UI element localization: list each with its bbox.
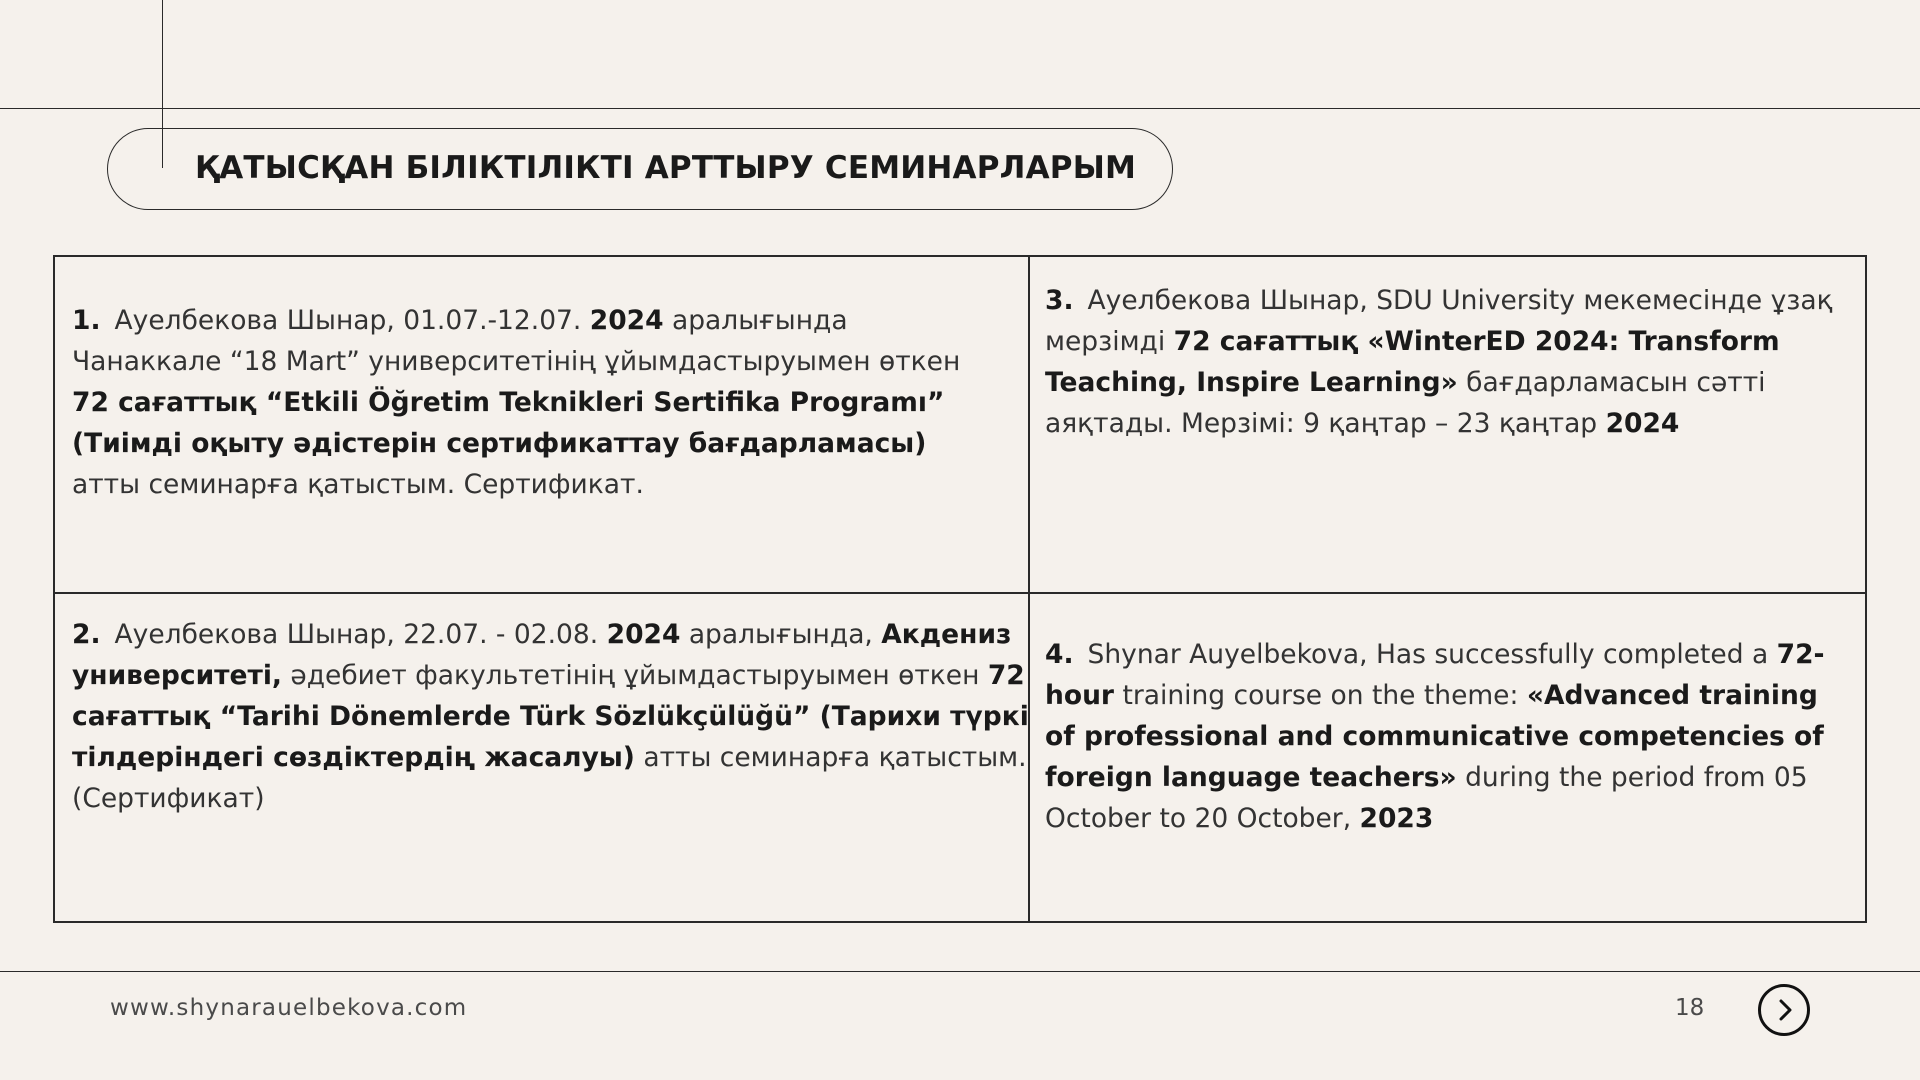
entry-bold-text: 2024 xyxy=(1605,408,1680,439)
entry-bold-text: «Advanced training of professional and communicative competencies of foreign language teachers» xyxy=(1045,680,1824,793)
seminar-entry-4 xyxy=(1045,634,1855,839)
entry-bold-text: 72- hour xyxy=(1045,639,1825,711)
entry-text: during the period from 05 October to 20 October, xyxy=(1045,762,1808,834)
entry-text: бағдарламасын сәтті аяқтады. Мерзімі: 9 қаңтар – 23 қаңтар xyxy=(1045,367,1766,439)
top-divider xyxy=(0,108,1920,109)
entry-number: 4. xyxy=(1045,639,1074,670)
table-vertical-divider xyxy=(1028,257,1030,921)
next-page-button[interactable] xyxy=(1758,984,1810,1036)
entry-bold-text: 2024 xyxy=(589,305,664,336)
entry-text: training course on the theme: xyxy=(1114,680,1527,711)
entry-text: әдебиет факультетінің ұйымдастыруымен өткен xyxy=(281,660,988,691)
entry-text: Ауелбекова Шынар, 22.07. - 02.08. xyxy=(114,619,607,650)
entry-bold-text: 2023 xyxy=(1359,803,1434,834)
entry-number: 3. xyxy=(1045,285,1074,316)
entry-text: Ауелбекова Шынар, SDU University мекемесінде ұзақ мерзімді xyxy=(1045,285,1833,357)
table-horizontal-divider xyxy=(55,592,1865,594)
seminar-entry-3 xyxy=(1045,280,1855,444)
page-number: 18 xyxy=(1675,995,1705,1021)
seminar-entry-2 xyxy=(72,614,1032,819)
page-title: ҚАТЫСҚАН БІЛІКТІЛІКТІ АРТТЫРУ СЕМИНАРЛАРЫМ xyxy=(195,150,1137,186)
entry-text: аралығында Чанаккале “18 Mart” университетінің ұйымдастыруымен өткен xyxy=(72,305,961,377)
bottom-divider xyxy=(0,971,1920,972)
seminar-entry-1 xyxy=(72,300,1002,505)
entry-bold-text: 72 сағаттық «WinterED 2024: Transform Teaching, Inspire Learning» xyxy=(1045,326,1780,398)
entry-bold-text: 72 сағаттық “Etkili Öğretim Teknikleri Sertifika Programı” (Тиімді оқыту әдістерін сертификаттау бағдарламасы) xyxy=(72,387,945,459)
entry-text: атты семинарға қатыстым. (Сертификат) xyxy=(72,742,1027,814)
entry-text: аралығында, xyxy=(680,619,882,650)
entry-number: 2. xyxy=(72,619,101,650)
entry-text: Ауелбекова Шынар, 01.07.-12.07. xyxy=(114,305,590,336)
entry-bold-text: 72 сағаттық “Tarihi Dönemlerde Türk Sözlükçülüğü” (Тарихи түркі тілдеріндегі сөздіктердің жасалуы) xyxy=(72,660,1029,773)
entry-text: атты семинарға қатыстым. Сертификат. xyxy=(72,469,644,500)
entry-number: 1. xyxy=(72,305,101,336)
chevron-right-icon xyxy=(1773,998,1797,1022)
entry-bold-text: Акдениз университеті, xyxy=(72,619,1012,691)
entry-bold-text: 2024 xyxy=(606,619,681,650)
entry-text: Shynar Auyelbekova, Has successfully completed a xyxy=(1087,639,1777,670)
website-link[interactable]: www.shynarauelbekova.com xyxy=(110,995,468,1021)
